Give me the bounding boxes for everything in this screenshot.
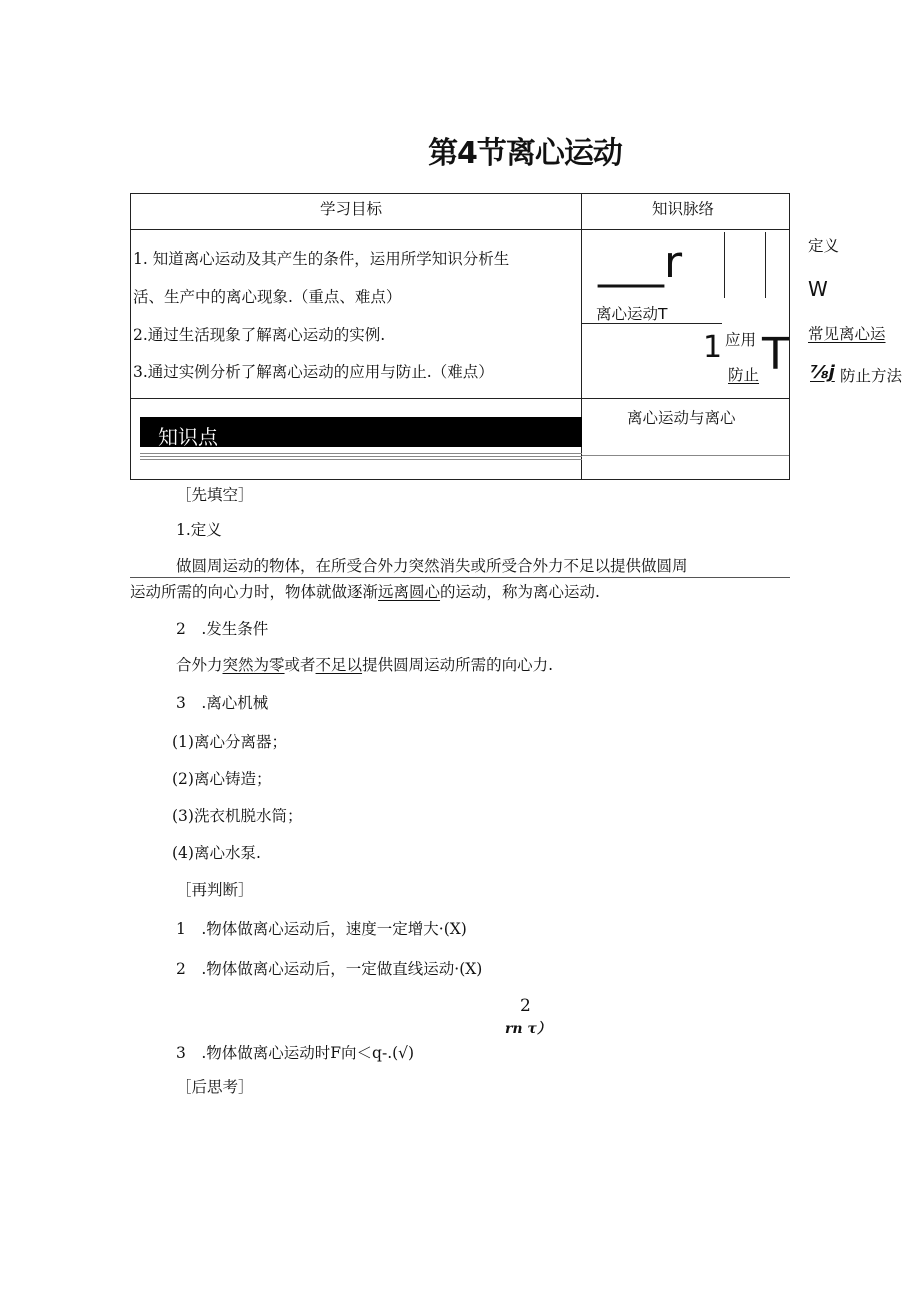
think-heading: ［后思考］ (176, 1078, 254, 1096)
diagram-big-r: ___r (598, 237, 683, 288)
diagram-num: 1 (703, 330, 723, 365)
judge-heading: ［再判断］ (176, 881, 254, 899)
goal-line-4: 3.通过实例分析了解离心运动的应用与防止.（难点） (133, 363, 494, 381)
diagram-app: 应用 (725, 331, 757, 349)
definition-line-2 (130, 580, 600, 602)
goals-header: 学习目标 (320, 200, 383, 218)
definition-line-2-a: 运动所需的向心力时，物体就做逐渐 (130, 583, 379, 601)
machine-item-3: (3)洗衣机脱水筒； (172, 807, 303, 825)
judge-item-3: 3 .物体做离心运动时F向＜q-.(√) (176, 1044, 415, 1062)
section-rule-2 (140, 456, 582, 457)
goal-line-2: 活、生产中的离心现象.（重点、难点） (133, 288, 402, 306)
context-header: 知识脉络 (652, 200, 715, 218)
machine-item-4: (4)离心水泵. (172, 844, 261, 862)
diagram-center-label: 离心运动T (596, 305, 668, 323)
definition-keyword: 远离圆心 (378, 583, 441, 601)
diagram-hline (582, 323, 722, 324)
diagram-prevent: 防止 (728, 366, 760, 384)
diagram-right-w: W (808, 277, 828, 301)
definition-line-1: 做圆周运动的物体，在所受合外力突然消失或所受合外力不足以提供做圆周 (176, 557, 688, 575)
section-rule-3 (140, 459, 582, 460)
diagram-right-def: 定义 (808, 237, 840, 255)
section-banner (140, 417, 582, 447)
condition-c: 提供圆周运动所需的向心力. (362, 656, 553, 674)
section-right-label: 离心运动与离心 (627, 409, 736, 427)
diagram-vline-2 (765, 232, 766, 298)
diagram-vline-1 (724, 232, 725, 298)
fill-heading: ［先填空］ (176, 486, 254, 504)
machine-item-2: (2)离心铸造； (172, 770, 272, 788)
diagram-right-frac: ⅞j (810, 362, 835, 383)
section-rule-right (582, 455, 789, 456)
judge-item-2: 2 .物体做离心运动后，一定做直线运动·(X) (176, 960, 483, 978)
page-title: 第4节离心运动 (428, 136, 622, 171)
condition-keyword-2: 不足以 (315, 656, 363, 674)
goal-line-3: 2.通过生活现象了解离心运动的实例. (133, 326, 386, 344)
condition-a: 合外力 (176, 656, 223, 674)
diagram-right-method: 防止方法 (840, 367, 903, 385)
condition-keyword-1: 突然为零 (222, 656, 285, 674)
goal-line-1: 1. 知道离心运动及其产生的条件，运用所学知识分析生 (133, 250, 510, 268)
machine-item-1: (1)离心分离器； (172, 733, 287, 751)
fraction-top: 2 (520, 996, 531, 1016)
condition-heading: 2 .发生条件 (176, 620, 269, 638)
definition-rule (130, 577, 790, 578)
definition-heading: 1.定义 (176, 521, 222, 539)
definition-line-2-b: 的运动，称为离心运动. (440, 583, 600, 601)
machine-heading: 3 .离心机械 (176, 694, 269, 712)
diagram-big-t: T (762, 329, 789, 380)
judge-item-1: 1 .物体做离心运动后，速度一定增大·(X) (176, 920, 467, 938)
diagram-right-common: 常见离心运 (808, 325, 886, 343)
condition-b: 或者 (284, 656, 316, 674)
section-label: 知识点 (158, 425, 218, 449)
condition-line (176, 653, 553, 675)
section-rule-1 (140, 453, 582, 454)
fraction-bottom: rn τ） (505, 1021, 551, 1037)
